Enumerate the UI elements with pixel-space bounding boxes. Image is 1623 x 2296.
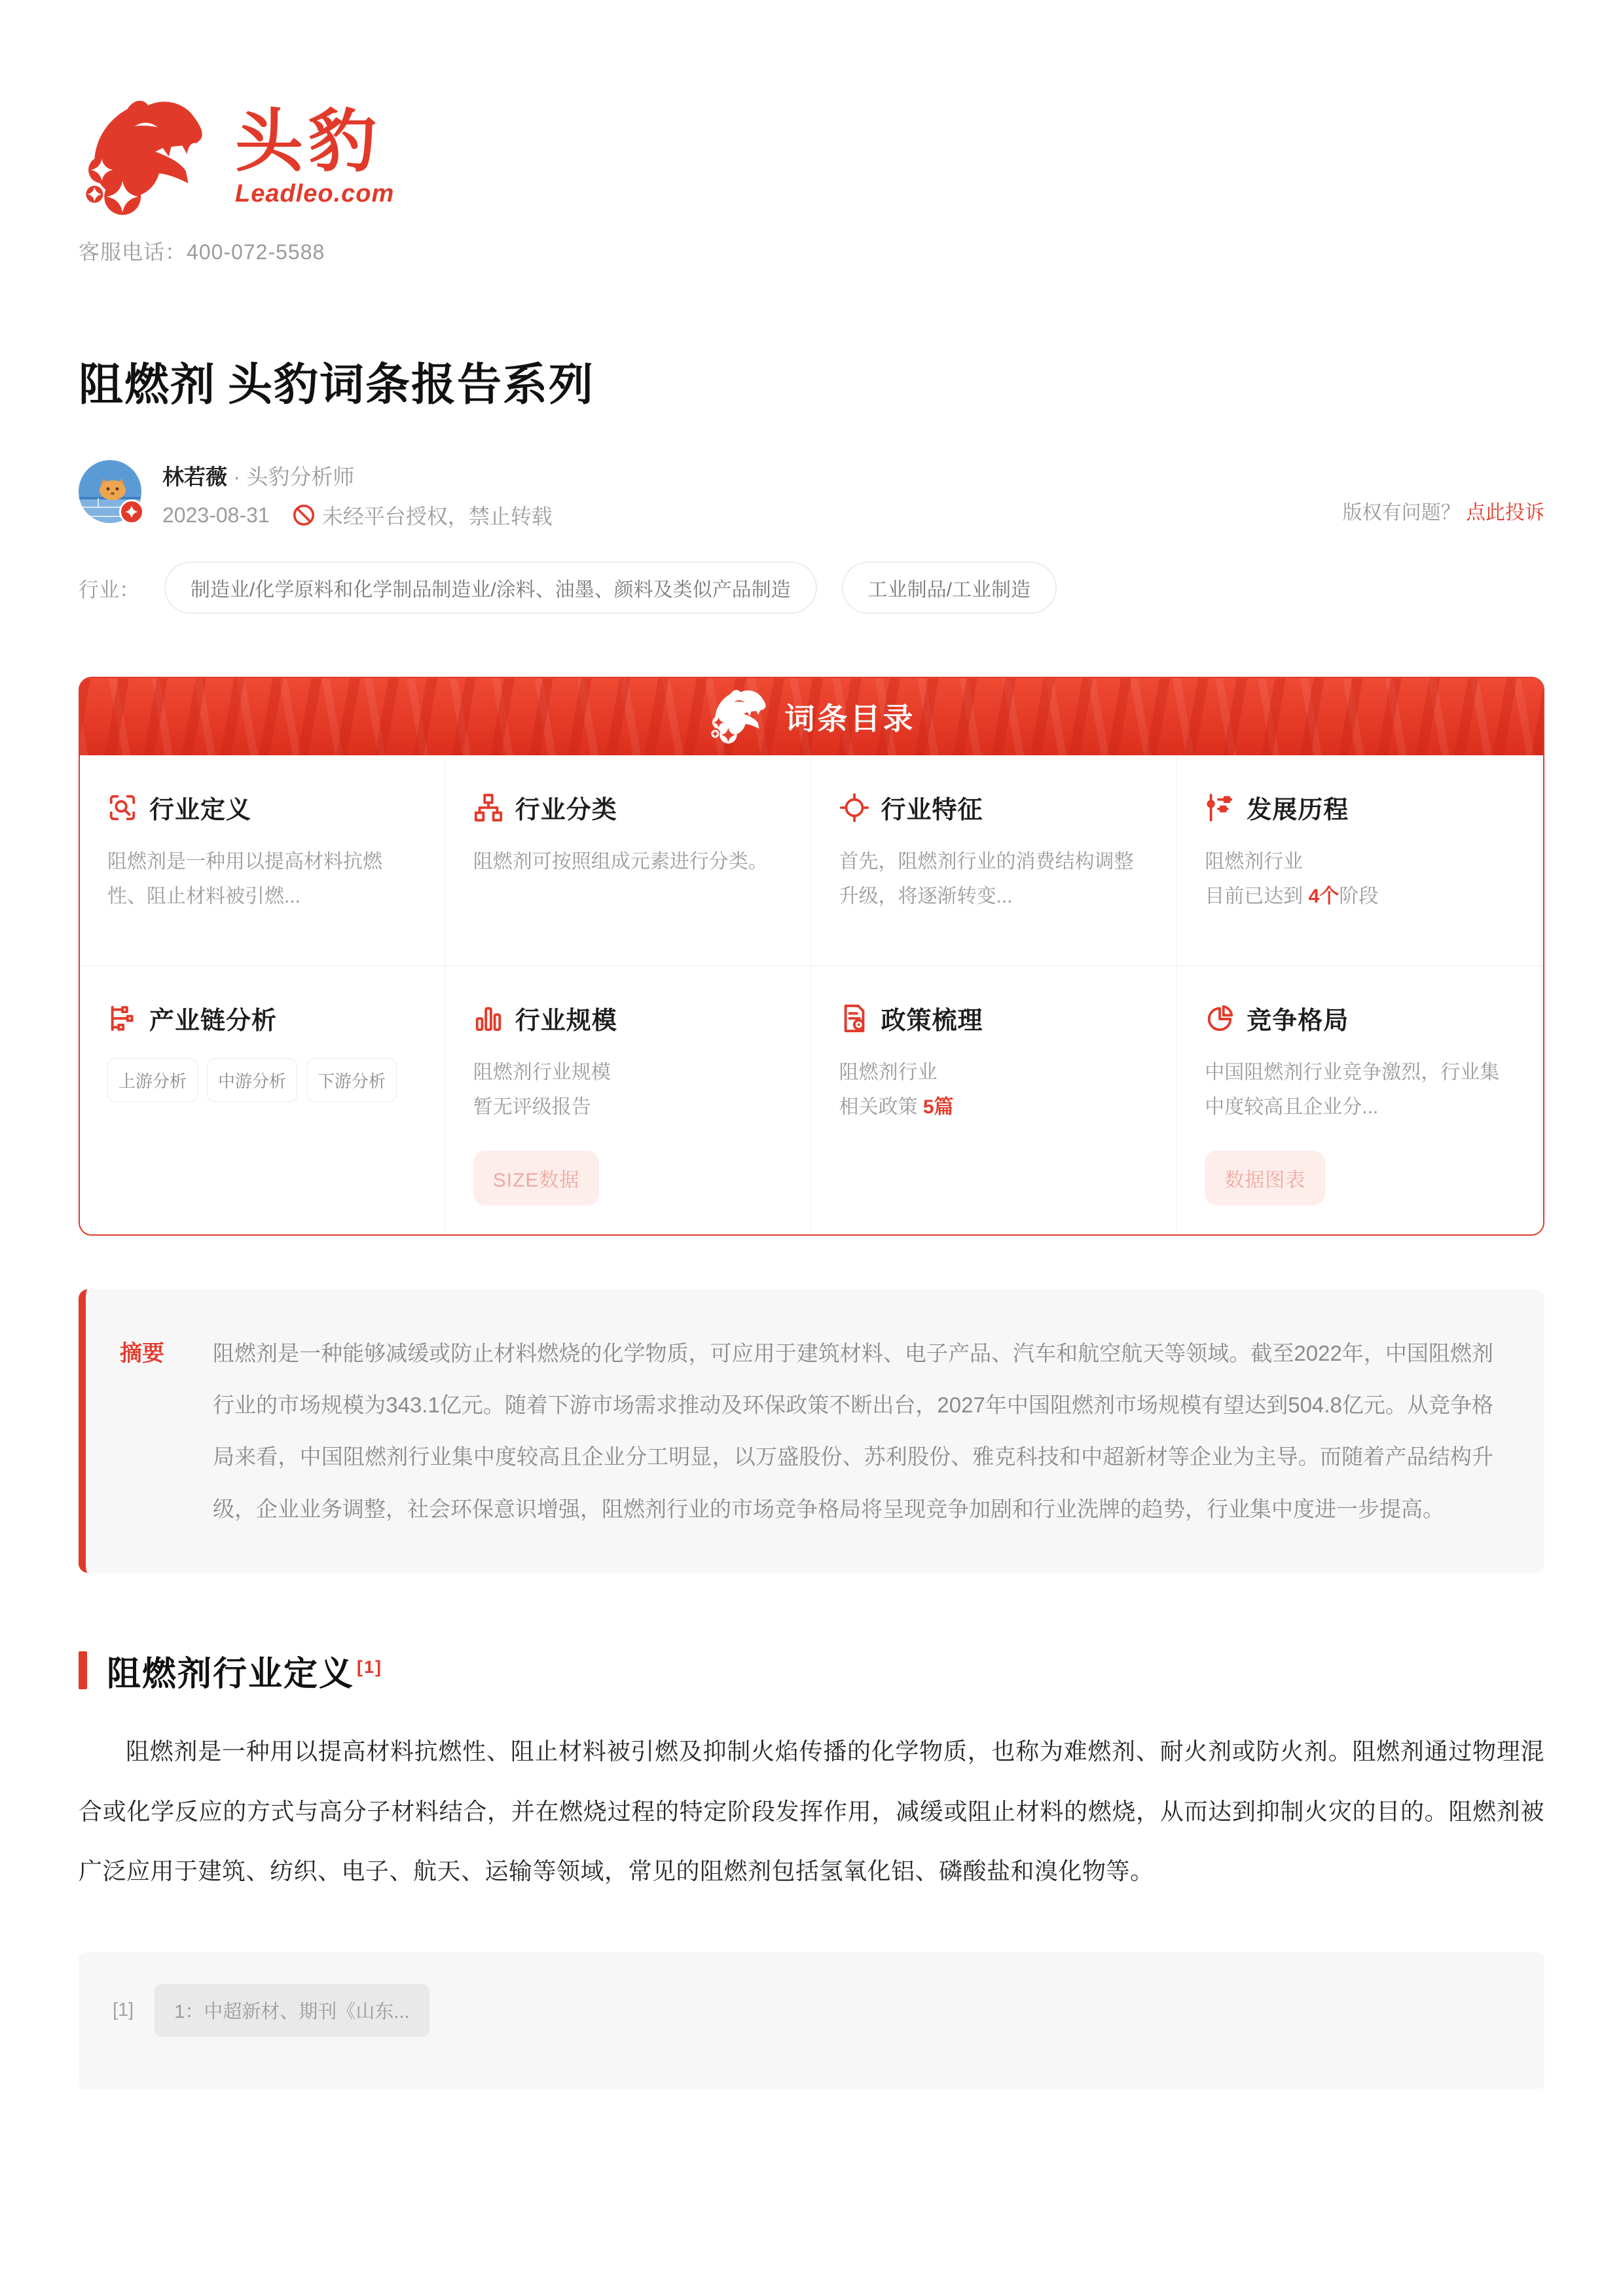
chain-tags [107,1058,418,1102]
scan-search-icon [107,793,137,823]
stage-count-highlight: 4个 [1308,885,1340,907]
timeline-icon [1205,793,1235,823]
card-title: 政策梳理 [881,1007,983,1035]
card-industry-classification[interactable] [446,755,812,966]
card-desc-line: 相关政策 5篇 [839,1096,954,1118]
card-desc-line: 阻燃剂行业规模 [473,1062,611,1083]
card-desc: 中国阻燃剂行业竞争激烈，行业集中度较高且企业分... [1205,1062,1500,1118]
chain-tag-midstream[interactable]: 中游分析 [207,1058,297,1102]
card-policy-review[interactable] [812,966,1178,1234]
directory-banner [80,678,1543,755]
card-desc: 阻燃剂是一种用以提高材料抗燃性、阻止材料被引燃... [107,851,382,907]
card-title: 行业特征 [881,797,983,824]
brand-header [79,0,1544,219]
copyright-row [1343,496,1544,530]
license-note: 未经平台授权，禁止转载 [321,505,553,528]
reference-marker[interactable]: [1] [357,1657,383,1677]
policy-count-highlight: 5篇 [922,1096,954,1118]
bar-chart-icon [473,1003,503,1033]
card-industry-size[interactable] [446,966,812,1234]
entry-directory-card [79,677,1544,1236]
pie-chart-icon [1205,1003,1235,1033]
definition-paragraph: 阻燃剂是一种用以提高材料抗燃性、阻止材料被引燃及抑制火焰传播的化学物质，也称为难燃剂、耐火剂或防火剂。阻燃剂通过物理混合或化学反应的方式与高分子材料结合，并在燃烧过程的特定阶段发挥作用，减缓或阻止材料的燃烧，从而达到抑制火灾的目的。阻燃剂被广泛应用于建筑、纺织、电子、航天、运输等领域，常见的阻燃剂包括氢氧化铝、磷酸盐和溴化物等。 [79,1737,1544,1885]
copyright-question: 版权有问题？ [1342,502,1461,524]
chain-tag-downstream[interactable]: 下游分析 [306,1058,397,1102]
author-name[interactable]: 林若薇 [162,465,227,489]
card-title: 行业规模 [515,1007,617,1035]
card-desc-line: 目前已达到 4个阶段 [1205,885,1379,907]
card-desc [473,1056,784,1124]
size-data-pill[interactable]: SIZE数据 [473,1151,600,1206]
data-chart-pill[interactable]: 数据图表 [1205,1151,1325,1206]
card-desc-line: 阻燃剂行业 [1205,851,1304,872]
title-keyword: 阻燃剂 [79,360,217,410]
card-title: 竞争格局 [1247,1007,1349,1035]
directory-banner-title: 词条目录 [784,702,916,736]
publish-date: 2023-08-31 [162,503,270,527]
service-phone-number: 400-072-5588 [187,240,325,264]
card-industry-chain[interactable] [80,966,446,1234]
no-reprint-icon [292,503,316,527]
author-role: 头豹分析师 [246,465,355,489]
card-desc: 阻燃剂可按照组成元素进行分类。 [473,851,768,872]
policy-icon [839,1003,869,1033]
section-heading [79,1646,1544,1695]
service-phone-label: 客服电话： [79,240,187,264]
card-industry-characteristics[interactable] [812,755,1178,966]
card-desc-line: 阻燃剂行业 [839,1062,938,1083]
footnote-block [79,1952,1544,2089]
section-accent-bar [79,1651,87,1689]
footnote-index: [1] [113,2000,134,2021]
card-development-history[interactable] [1177,755,1543,966]
abstract-block [79,1289,1544,1573]
card-competition-landscape[interactable] [1177,966,1543,1234]
complain-link[interactable]: 点此投诉 [1466,502,1544,524]
page-title [79,350,1544,413]
card-desc [1205,845,1516,914]
chain-tag-upstream[interactable]: 上游分析 [107,1058,198,1102]
abstract-label: 摘要 [120,1341,164,1366]
author-row [79,460,1544,530]
chain-icon [107,1003,137,1033]
directory-grid [80,755,1543,1234]
card-industry-definition[interactable] [80,755,446,966]
brand-name: 头豹 [235,103,382,180]
abstract-text: 阻燃剂是一种能够减缓或防止材料燃烧的化学物质，可应用于建筑材料、电子产品、汽车和航空航天等领域。截至2022年，中国阻燃剂行业的市场规模为343.1亿元。随着下游市场需求推动及环保政策不断出台，2027年中国阻燃剂市场规模有望达到504.8亿元。从竞争格局来看，中国阻燃剂行业集中度较高且企业分工明显，以万盛股份、苏利股份、雅克科技和中超新材等企业为主导。而随着产品结构升级，企业业务调整，社会环保意识增强，阻燃剂行业的市场竞争格局将呈现竞争加剧和行业洗牌的趋势，行业集中度进一步提高。 [213,1341,1493,1521]
card-title: 行业定义 [149,797,252,824]
brand-domain: Leadleo.com [235,179,395,207]
author-avatar[interactable] [79,460,141,523]
leadleo-badge-icon [119,499,144,524]
author-separator: · [233,465,241,489]
card-desc [839,1056,1150,1124]
card-title: 产业链分析 [149,1007,278,1035]
industry-label: 行业： [79,578,139,601]
card-desc-line: 暂无评级报告 [473,1096,591,1118]
target-icon [839,793,869,823]
leopard-logo-white-icon [708,688,771,745]
footnote-source-pill[interactable]: 1：中超新材、期刊《山东... [155,1984,429,2037]
card-title: 行业分类 [515,797,617,824]
card-desc: 首先，阻燃剂行业的消费结构调整升级，将逐渐转变... [839,851,1134,907]
title-suffix: 头豹词条报告系列 [228,360,595,410]
section-title: 阻燃剂行业定义 [1] [107,1655,383,1693]
service-phone [79,236,1544,266]
sitemap-icon [473,793,503,823]
industry-row [79,562,1544,614]
leopard-logo-icon [79,97,213,219]
card-title: 发展历程 [1247,797,1349,824]
industry-tag[interactable]: 制造业/化学原料和化学制品制造业/涂料、油墨、颜料及类似产品制造 [164,562,817,614]
industry-tag[interactable]: 工业制品/工业制造 [842,562,1057,614]
